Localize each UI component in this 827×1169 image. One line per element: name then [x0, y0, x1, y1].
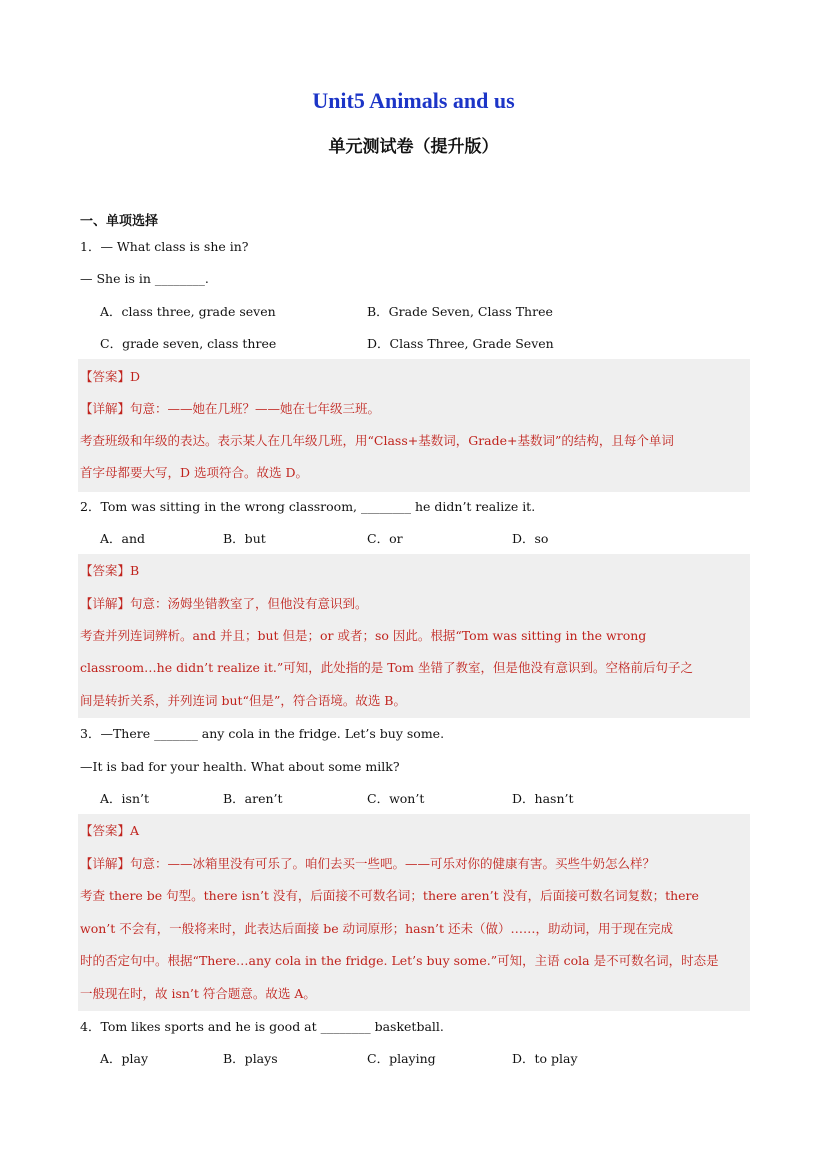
question-1-option-a: A．class three, grade seven	[100, 304, 276, 319]
question-4-option-b: B．plays	[223, 1051, 278, 1066]
detail-line	[80, 401, 380, 417]
question-1-option-d: D．Class Three, Grade Seven	[367, 336, 554, 351]
question-2-option-a: A．and	[100, 531, 146, 546]
question-4-option-a: A．play	[100, 1051, 149, 1066]
answer-value: A	[130, 823, 140, 838]
document-subtitle: 单元测试卷（提升版）	[328, 137, 499, 157]
question-3-option-d: D．hasn’t	[512, 791, 574, 806]
answer-box-2	[78, 554, 750, 718]
answer-line	[80, 369, 140, 385]
question-3-option-c: C．won’t	[367, 791, 425, 806]
question-3-option-b: B．aren’t	[223, 791, 283, 806]
explanation-line: 考查班级和年级的表达。表示某人在几年级几班，用“Class+基数词，Grade+基数词”的结构，且每个单词	[80, 433, 674, 448]
explanation-line: 一般现在时，故 isn’t 符合题意。故选 A。	[80, 986, 316, 1001]
explanation-line: 首字母都要大写，D 选项符合。故选 D。	[80, 465, 308, 480]
answer-box-1	[78, 359, 750, 492]
question-1-stem-line-2: — She is in ________.	[80, 271, 209, 286]
detail-line	[80, 856, 655, 872]
explanation-line: classroom…he didn’t realize it.”可知，此处指的是 Tom 坐错了教室，但是他没有意识到。空格前后句子之	[80, 660, 693, 675]
section-heading: 一、单项选择	[80, 214, 159, 229]
explanation-line: 考查 there be 句型。there isn’t 没有，后面接不可数名词；there aren’t 没有，后面接可数名词复数；there	[80, 888, 699, 903]
question-2-option-b: B．but	[223, 531, 266, 546]
question-2-option-c: C．or	[367, 531, 403, 546]
detail-translation: 句意：——冰箱里没有可乐了。咱们去买一些吧。——可乐对你的健康有害。买些牛奶怎么样？	[130, 856, 656, 871]
explanation-line: 考查并列连词辨析。and 并且；but 但是；or 或者；so 因此。根据“Tom was sitting in the wrong	[80, 628, 647, 643]
answer-tag: 【答案】	[80, 563, 131, 578]
explanation-line: 时的否定句中。根据“There…any cola in the fridge. Let’s buy some.”可知，主语 cola 是不可数名词，时态是	[80, 953, 719, 968]
answer-value: D	[130, 369, 141, 384]
question-4-stem: 4．Tom likes sports and he is good at ________ basketball.	[80, 1019, 444, 1034]
explanation-line: won’t 不会有，一般将来时，此表达后面接 be 动词原形；hasn’t 还未（做）……，助动词，用于现在完成	[80, 921, 674, 936]
question-4-option-d: D．to play	[512, 1051, 578, 1066]
question-2-stem: 2．Tom was sitting in the wrong classroom, ________ he didn’t realize it.	[80, 499, 536, 514]
answer-tag: 【答案】	[80, 823, 131, 838]
question-1-stem: 1．— What class is she in?	[80, 239, 249, 254]
answer-tag: 【答案】	[80, 369, 131, 384]
detail-tag: 【详解】	[80, 401, 131, 416]
question-3-option-a: A．isn’t	[100, 791, 149, 806]
question-4-option-c: C．playing	[367, 1051, 436, 1066]
answer-value: B	[130, 563, 140, 578]
answer-line	[80, 563, 139, 579]
question-3-stem-line-2: —It is bad for your health. What about some milk?	[80, 759, 400, 774]
question-1-option-b: B．Grade Seven, Class Three	[367, 304, 553, 319]
question-1-option-c: C．grade seven, class three	[100, 336, 277, 351]
detail-line	[80, 596, 368, 612]
document-title: Unit5 Animals and us	[312, 88, 515, 113]
detail-tag: 【详解】	[80, 596, 131, 611]
detail-translation: 句意：汤姆坐错教室了，但他没有意识到。	[130, 596, 368, 611]
question-2-option-d: D．so	[512, 531, 549, 546]
answer-line	[80, 823, 139, 839]
detail-translation: 句意：——她在几班？——她在七年级三班。	[130, 401, 381, 416]
explanation-line: 间是转折关系，并列连词 but“但是”，符合语境。故选 B。	[80, 693, 406, 708]
question-3-stem: 3．—There _______ any cola in the fridge. Let’s buy some.	[80, 726, 445, 741]
detail-tag: 【详解】	[80, 856, 131, 871]
answer-box-3	[78, 814, 750, 1011]
